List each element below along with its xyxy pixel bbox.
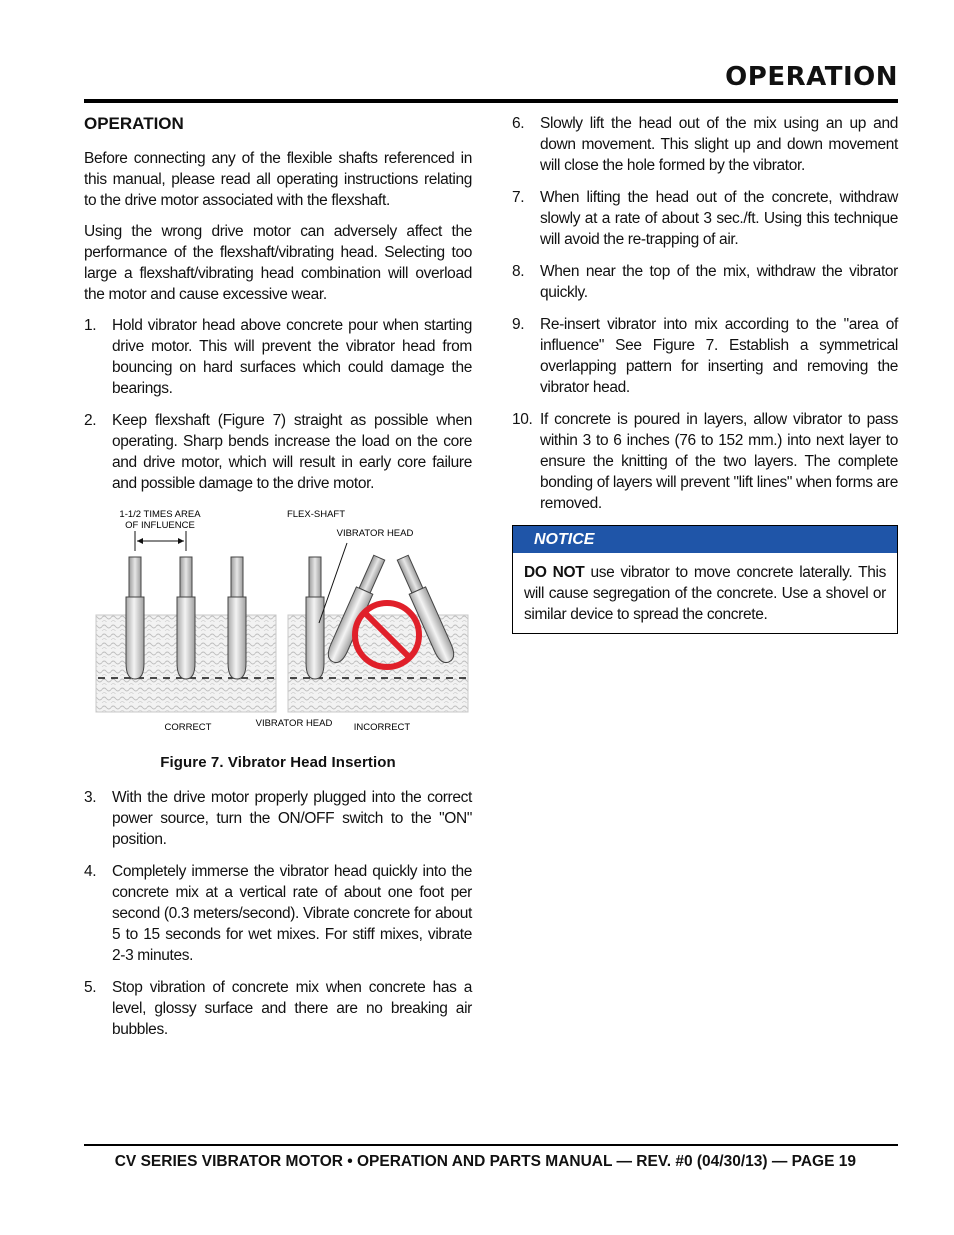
section-heading: OPERATION [84, 114, 184, 133]
step-item [84, 315, 472, 399]
vibrator-correct-2 [177, 557, 195, 679]
step-item [84, 861, 472, 966]
step-text: Re-insert vibrator into mix according to the "area of influence" See Figure 7. Establish a symmetrical overlapping pattern for inserting and removing the vibrator head. [540, 316, 898, 396]
label-area-2: OF INFLUENCE [125, 520, 195, 531]
step-text: When lifting the head out of the concrete, withdraw slowly at a rate of about 3 sec./ft. Using this technique will avoid the re-trapping of air. [540, 189, 898, 248]
step-item [512, 261, 898, 303]
step-text: Hold vibrator head above concrete pour when starting drive motor. This will prevent the vibrator head from bouncing on hard surfaces which could damage the bearings. [112, 317, 472, 397]
step-number: 10. [512, 411, 533, 428]
step-text: Stop vibration of concrete mix when concrete has a level, glossy surface and there are no breaking air bubbles. [112, 979, 472, 1038]
label-flex-shaft: FLEX-SHAFT [286, 509, 346, 520]
step-number: 2. [84, 412, 97, 429]
step-number: 8. [512, 263, 525, 280]
notice-bold-lead: DO NOT [524, 564, 585, 581]
vibrator-correct-1 [126, 557, 144, 679]
label-area: 1-1/2 TIMES AREA [119, 509, 201, 520]
label-vibrator-head-bottom: VIBRATOR HEAD [255, 718, 333, 729]
left-column [84, 113, 472, 1051]
step-number: 6. [512, 115, 525, 132]
footer-rule [84, 1144, 898, 1146]
figure-illustration [84, 505, 472, 745]
notice-box [512, 525, 898, 634]
step-text: If concrete is poured in layers, allow vibrator to pass within 3 to 6 inches (76 to 152 mm.) into next layer to ensure the knitting of the two layers. The complete bonding of layers will prevent "lift lines" when forms are removed. [540, 411, 898, 512]
steps-list-c [512, 113, 898, 514]
notice-text: use vibrator to move concrete laterally. This will cause segregation of the concrete. Use a shovel or similar device to spread the concrete. [524, 564, 886, 623]
page-title: OPERATION [725, 62, 898, 92]
notice-title: NOTICE [513, 526, 897, 553]
label-correct: CORRECT [164, 722, 212, 733]
vibrator-correct-3 [228, 557, 246, 679]
notice-body [513, 553, 897, 633]
steps-list-b [84, 787, 472, 1040]
step-item [512, 314, 898, 398]
step-text: Slowly lift the head out of the mix using an up and down movement. This slight up and down movement will close the hole formed by the vibrator. [540, 115, 898, 174]
figure-caption: Figure 7. Vibrator Head Insertion [160, 754, 396, 771]
intro-paragraph: Before connecting any of the flexible shafts referenced in this manual, please read all operating instructions relating to the drive motor associated with the flexshaft. [84, 150, 472, 209]
label-incorrect: INCORRECT [353, 722, 411, 733]
step-item [84, 787, 472, 850]
step-item [512, 187, 898, 250]
step-number: 9. [512, 316, 525, 333]
step-item [84, 977, 472, 1040]
step-item [512, 409, 898, 514]
step-text: With the drive motor properly plugged into the correct power source, turn the ON/OFF switch to the "ON" position. [112, 789, 472, 848]
vibrator-incorrect-upright [306, 557, 324, 679]
vibrator-insertion-figure [84, 505, 472, 745]
step-number: 1. [84, 317, 97, 334]
step-item [512, 113, 898, 176]
step-number: 4. [84, 863, 97, 880]
header-rule [84, 99, 898, 103]
page-footer: CV SERIES VIBRATOR MOTOR • OPERATION AND PARTS MANUAL — REV. #0 (04/30/13) — PAGE 19 [114, 1153, 856, 1170]
step-number: 5. [84, 979, 97, 996]
right-column [512, 113, 898, 634]
step-text: Completely immerse the vibrator head quickly into the concrete mix at a vertical rate of about one foot per second (0.3 meters/second). Vibrate concrete for about 5 to 15 seconds for wet mixes. For stiff mixes, vibrate 2-3 minutes. [112, 863, 472, 964]
step-number: 3. [84, 789, 97, 806]
step-item [84, 410, 472, 494]
warning-paragraph: Using the wrong drive motor can adversely affect the performance of the flexshaft/vibrating head. Selecting too large a flexshaft/vibrating head combination will overload the motor and cause excessive wear. [84, 223, 472, 303]
label-vibrator-head-top: VIBRATOR HEAD [336, 528, 414, 539]
steps-list-a [84, 315, 472, 494]
step-text: When near the top of the mix, withdraw the vibrator quickly. [540, 263, 898, 301]
step-text: Keep flexshaft (Figure 7) straight as possible when operating. Sharp bends increase the load on the core and drive motor, which will result in early core failure and possible damage to the drive motor. [112, 412, 472, 492]
step-number: 7. [512, 189, 525, 206]
